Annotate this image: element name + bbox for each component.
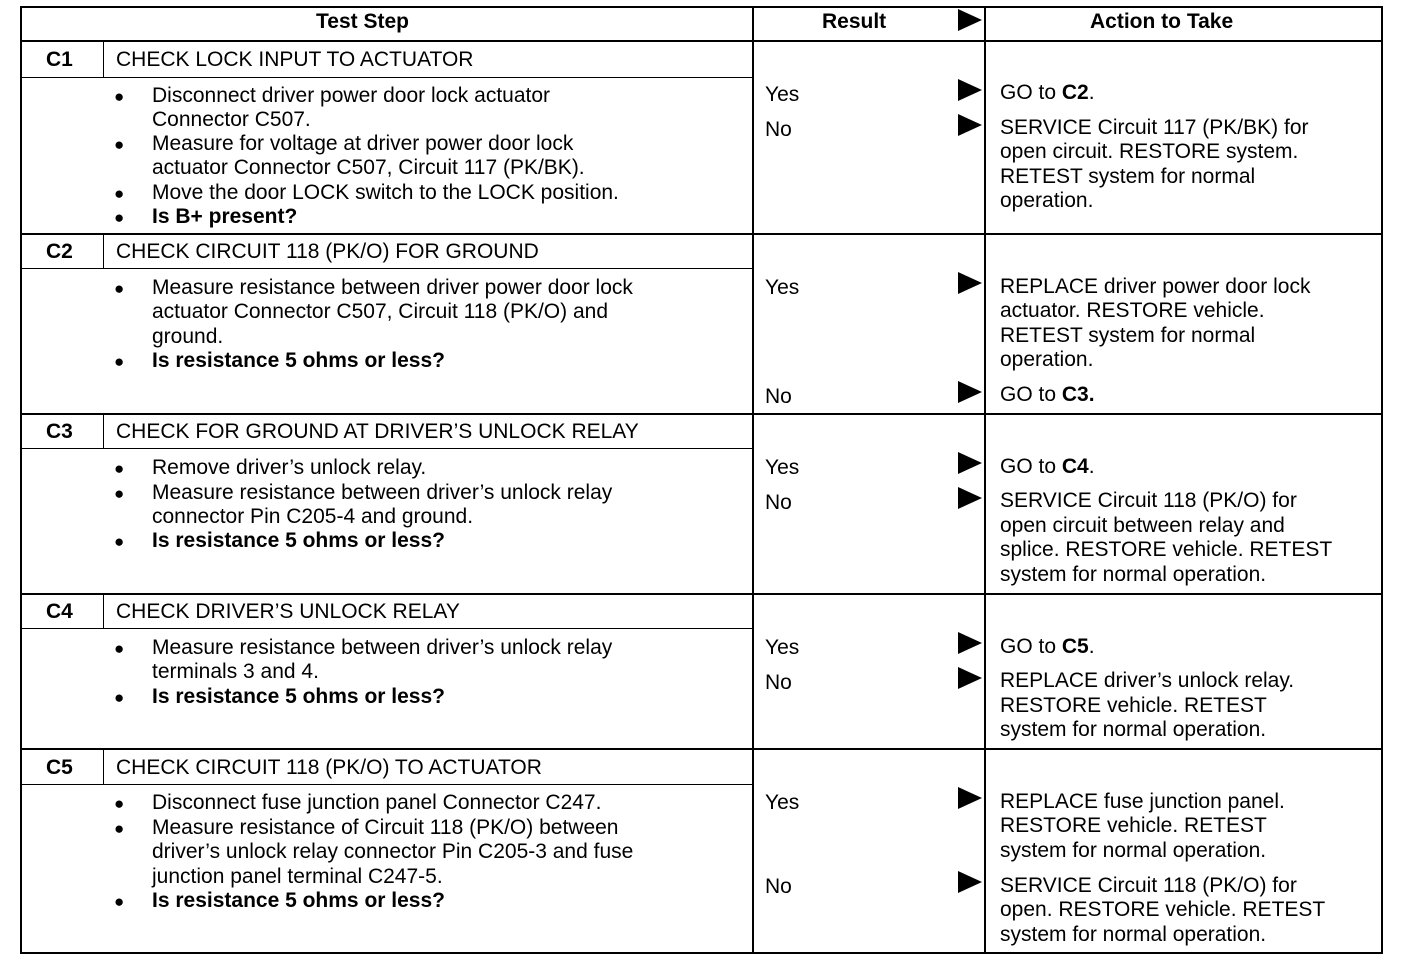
action-text: open circuit. RESTORE system.: [1000, 140, 1299, 163]
header-bottom-border: [20, 40, 1383, 42]
bullet-icon: ●: [114, 819, 125, 838]
step-title: CHECK FOR GROUND AT DRIVER’S UNLOCK RELAY: [116, 420, 639, 443]
step-id: C1: [46, 48, 73, 71]
step-question: Is resistance 5 ohms or less?: [152, 889, 445, 912]
action-text: REPLACE driver power door lock: [1000, 275, 1311, 298]
c3-title-underline: [20, 448, 752, 449]
c4-title-underline: [20, 628, 752, 629]
c2-title-underline: [20, 268, 752, 269]
bullet-icon: ●: [114, 208, 125, 227]
row-separator-c3: [20, 413, 1383, 415]
action-text: operation.: [1000, 189, 1094, 212]
step-text: Measure for voltage at driver power door lock: [152, 132, 574, 155]
step-text: terminals 3 and 4.: [152, 660, 319, 683]
action-text: system for normal operation.: [1000, 839, 1267, 862]
result-arrow-icon: [958, 114, 982, 136]
action-text: GO to C3.: [1000, 383, 1095, 406]
bullet-icon: ●: [114, 794, 125, 813]
step-question: Is resistance 5 ohms or less?: [152, 529, 445, 552]
step-text: Measure resistance between driver’s unlock relay: [152, 481, 613, 504]
result-arrow-icon: [958, 667, 982, 689]
result-yes: Yes: [765, 456, 800, 479]
result-arrow-icon: [958, 787, 982, 809]
step-text: actuator Connector C507, Circuit 118 (PK/O) and: [152, 300, 609, 323]
action-text: system for normal operation.: [1000, 923, 1267, 946]
action-text: GO to C4.: [1000, 455, 1095, 478]
table-right-border: [1381, 6, 1383, 954]
action-text: splice. RESTORE vehicle. RETEST: [1000, 538, 1333, 561]
header-result: Result: [822, 10, 887, 33]
result-arrow-icon: [958, 79, 982, 101]
c5-id-divider: [103, 750, 104, 784]
action-text: SERVICE Circuit 117 (PK/BK) for: [1000, 116, 1309, 139]
table-bottom-border: [20, 952, 1383, 954]
bullet-icon: ●: [114, 532, 125, 551]
result-no: No: [765, 385, 792, 408]
c3-id-divider: [103, 415, 104, 448]
action-text: actuator. RESTORE vehicle.: [1000, 299, 1265, 322]
result-no: No: [765, 491, 792, 514]
action-text: system for normal operation.: [1000, 563, 1267, 586]
bullet-icon: ●: [114, 87, 125, 106]
action-text: RETEST system for normal: [1000, 324, 1256, 347]
step-text: Remove driver’s unlock relay.: [152, 456, 427, 479]
header-arrow-icon: [958, 9, 982, 31]
step-question: Is resistance 5 ohms or less?: [152, 685, 445, 708]
c1-id-divider: [103, 42, 104, 77]
action-text: GO to C5.: [1000, 635, 1095, 658]
step-text: ground.: [152, 325, 224, 348]
action-text: SERVICE Circuit 118 (PK/O) for: [1000, 874, 1297, 897]
step-text: Disconnect driver power door lock actuator: [152, 84, 551, 107]
result-yes: Yes: [765, 83, 800, 106]
step-text: connector Pin C205-4 and ground.: [152, 505, 474, 528]
action-column-divider: [984, 6, 986, 954]
step-text: junction panel terminal C247-5.: [152, 865, 443, 888]
action-text: open circuit between relay and: [1000, 514, 1285, 537]
result-arrow-icon: [958, 272, 982, 294]
row-separator-c4: [20, 593, 1383, 595]
header-test-step: Test Step: [316, 10, 409, 33]
action-text: REPLACE driver’s unlock relay.: [1000, 669, 1295, 692]
step-id: C3: [46, 420, 73, 443]
step-id: C5: [46, 756, 73, 779]
step-question: Is resistance 5 ohms or less?: [152, 349, 445, 372]
step-title: CHECK CIRCUIT 118 (PK/O) TO ACTUATOR: [116, 756, 542, 779]
action-text: RESTORE vehicle. RETEST: [1000, 694, 1267, 717]
result-arrow-icon: [958, 487, 982, 509]
step-text: actuator Connector C507, Circuit 117 (PK/BK).: [152, 156, 585, 179]
c5-title-underline: [20, 784, 752, 785]
step-text: driver’s unlock relay connector Pin C205-3 and fuse: [152, 840, 634, 863]
action-text: GO to C2.: [1000, 81, 1095, 104]
bullet-icon: ●: [114, 352, 125, 371]
result-no: No: [765, 671, 792, 694]
row-separator-c5: [20, 748, 1383, 750]
result-arrow-icon: [958, 452, 982, 474]
row-separator-c2: [20, 233, 1383, 235]
step-text: Measure resistance of Circuit 118 (PK/O) between: [152, 816, 619, 839]
step-question: Is B+ present?: [152, 205, 298, 228]
step-text: Disconnect fuse junction panel Connector C247.: [152, 791, 602, 814]
c2-id-divider: [103, 235, 104, 268]
bullet-icon: ●: [114, 892, 125, 911]
step-id: C4: [46, 600, 73, 623]
action-text: open. RESTORE vehicle. RETEST: [1000, 898, 1326, 921]
result-no: No: [765, 875, 792, 898]
bullet-icon: ●: [114, 688, 125, 707]
bullet-icon: ●: [114, 279, 125, 298]
bullet-icon: ●: [114, 459, 125, 478]
table-top-border: [20, 6, 1383, 8]
result-arrow-icon: [958, 632, 982, 654]
bullet-icon: ●: [114, 184, 125, 203]
action-text: system for normal operation.: [1000, 718, 1267, 741]
result-no: No: [765, 118, 792, 141]
c1-title-underline: [20, 77, 752, 78]
bullet-icon: ●: [114, 135, 125, 154]
step-title: CHECK DRIVER’S UNLOCK RELAY: [116, 600, 460, 623]
result-yes: Yes: [765, 276, 800, 299]
result-column-divider: [752, 6, 754, 954]
result-arrow-icon: [958, 381, 982, 403]
action-text: RETEST system for normal: [1000, 165, 1256, 188]
step-text: Measure resistance between driver’s unlock relay: [152, 636, 613, 659]
action-text: SERVICE Circuit 118 (PK/O) for: [1000, 489, 1297, 512]
result-yes: Yes: [765, 636, 800, 659]
step-id: C2: [46, 240, 73, 263]
header-action: Action to Take: [1090, 10, 1234, 33]
bullet-icon: ●: [114, 484, 125, 503]
step-title: CHECK CIRCUIT 118 (PK/O) FOR GROUND: [116, 240, 539, 263]
step-text: Move the door LOCK switch to the LOCK position.: [152, 181, 619, 204]
c4-id-divider: [103, 595, 104, 628]
bullet-icon: ●: [114, 639, 125, 658]
step-text: Measure resistance between driver power door lock: [152, 276, 633, 299]
result-arrow-icon: [958, 871, 982, 893]
table-left-border: [20, 6, 22, 954]
action-text: operation.: [1000, 348, 1094, 371]
step-text: Connector C507.: [152, 108, 311, 131]
step-title: CHECK LOCK INPUT TO ACTUATOR: [116, 48, 474, 71]
action-text: RESTORE vehicle. RETEST: [1000, 814, 1267, 837]
action-text: REPLACE fuse junction panel.: [1000, 790, 1285, 813]
result-yes: Yes: [765, 791, 800, 814]
